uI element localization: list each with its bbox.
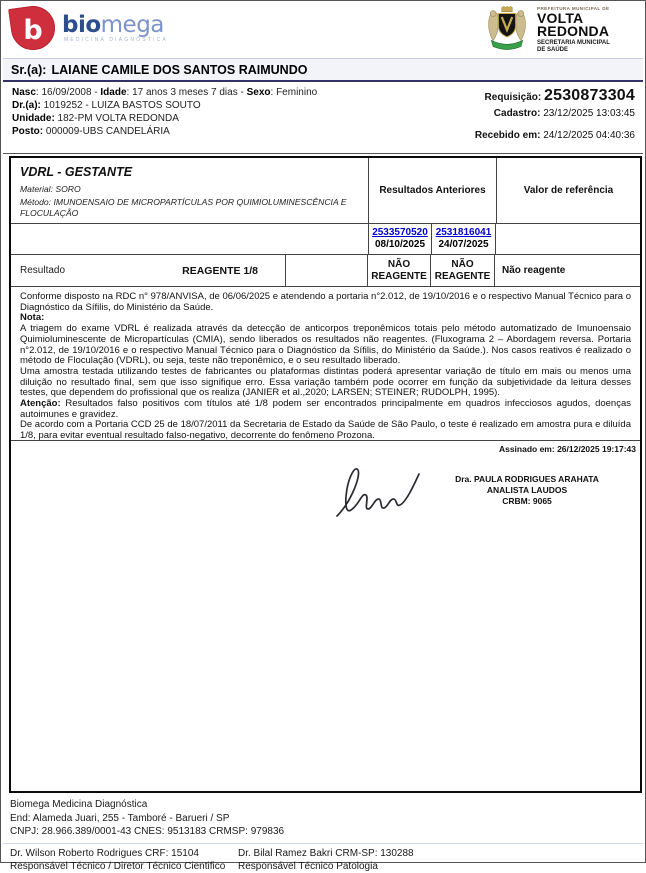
analyst-name: Dra. PAULA RODRIGUES ARAHATA [455,474,599,484]
brand-tagline: MEDICINA DIAGNÓSTICA [64,36,169,43]
report-footer [3,798,643,873]
result-label: Resultado [20,265,66,276]
previous-result-1 [368,224,431,254]
note-portaria: De acordo com a Portaria CCD 25 de 18/07/2011 da Secretaria de Estado da Saúde de São Paulo, o teste é realizado em amostra pura e diluída 1/8, para evitar eventual resultado falso-negativo, decorrente do fenômeno Prozona. [20,419,631,442]
note-label: Nota: [20,312,45,324]
exam-method: Método: IMUNOENSAIO DE MICROPARTÍCULAS POR QUIMIOLUMINESCÊNCIA E FLOCULAÇÃO [20,197,347,218]
signature-scribble-icon [329,462,421,524]
reference-value: Não reagente [494,255,640,286]
seal-line-saude: DE SAÚDE [537,47,569,54]
patient-name: LAIANE CAMILE DOS SANTOS RAIMUNDO [51,62,308,77]
seal-line-prefeitura: PREFEITURA MUNICIPAL DE [537,5,610,11]
result-row [11,255,640,287]
drop-letter: b [23,14,43,46]
results-panel [9,156,642,793]
previous-results-header: Resultados Anteriores [368,158,496,223]
previous-value-1: NÃO REAGENTE [367,255,430,286]
doctor-1-name: Dr. Wilson Roberto Rodrigues CRF: 15104 [10,847,199,859]
coat-of-arms-icon [481,5,533,55]
previous-links-row [11,224,640,255]
result-value: REAGENTE 1/8 [182,264,258,277]
doctor-1-role: Responsável Técnico / Diretor Técnico Cientifico [10,860,226,872]
exam-material: Material: SORO [20,184,81,194]
seal-text [537,7,610,54]
note-triagem: A triagem do exame VDRL é realizada através da detecção de anticorpos treponêmicos totais pelo método automatizado de Imunoensaio Quimioluminescente de Micropartículas (CMIA), sendo liberados os resultados não reagentes. (Fluxograma 2 – Abordagem reversa. Portaria n°2.012, de 19/10/2016 e o respectivo Manual Técnico para o Diagnóstico da Sífilis, do Ministério da Saúde.). Nos casos reativos é realizado o método de Floculação (VDRL), ou seja, teste não treponêmico, e o seu resultado liberado. [20,323,631,367]
signature-zone [11,454,640,544]
analyst-role: ANALISTA LAUDOS [486,485,568,495]
empty-unit-cell [285,255,367,286]
seal-line-volta: VOLTA [537,10,584,27]
patient-name-label: Sr.(a): [11,62,47,77]
patient-line-unit: Unidade: 182-PM VOLTA REDONDA [12,113,179,124]
analyst-registry: CRBM: 9065 [502,496,552,506]
notes-row [11,287,640,441]
empty-cell [495,224,640,254]
patient-info-section [3,84,643,154]
exam-header-cell [11,158,368,223]
previous-value-2: NÃO REAGENTE [430,255,494,286]
doctor-2-name: Dr. Bilal Ramez Bakri CRM-SP: 130288 [238,847,414,859]
patient-line-doctor: Dr.(a): 1019252 - LUIZA BASTOS SOUTO [12,100,201,111]
doctor-2 [238,847,414,873]
empty-cell [11,224,368,254]
seal-line-secretaria: SECRETARIA MUNICIPAL [537,40,610,47]
exam-title: VDRL - GESTANTE [20,165,133,179]
registration-datetime: Cadastro: 23/12/2025 13:03:45 [493,108,635,119]
patient-line-post: Posto: 000009-UBS CANDELÁRIA [12,126,170,137]
doctor-2-role: Responsável Técnico Patologia [238,860,378,872]
reference-value-header: Valor de referência [496,158,640,223]
signed-at: Assinado em: 26/12/2025 19:17:43 [498,444,636,454]
brand-text [62,11,169,43]
company-registry: CNPJ: 28.966.389/0001-43 CNES: 9513183 CRMSP: 979836 [10,826,285,837]
biomega-logo [11,6,168,50]
report-header [3,2,643,58]
patient-line-birth: Nasc: 16/09/2008 - Idade: 17 anos 3 meses 7 dias - Sexo: Feminino [12,87,318,98]
note-variacao: Uma amostra testada utilizando testes de fabricantes ou plataformas distintas poderá apresentar variação de título em mais ou menos uma diluição no resultado final, sem que isso signifique erro. Essa variação também pode ocorrer em função da subjetividade da leitura desses testes, que dependem do profissional que os realiza (JANIER et al.,2020; LARSEN; STEINER; RUDOLPH, 1995). [20,365,631,399]
brand-bio: bio [62,11,101,38]
previous-requisition-link-2[interactable]: 2531816041 [435,227,492,238]
patient-name-bar [3,58,643,82]
doctor-1 [10,847,238,873]
seal-line-redonda: REDONDA [537,23,610,40]
previous-result-2 [431,224,495,254]
note-atencao: Atenção: Resultados falso positivos com títulos até 1/8 podem ser encontrados principalmente em quadros infecciosos agudos, doenças autoimunes e gravidez. [20,398,631,420]
biomega-drop-icon [8,3,58,53]
previous-date-1: 08/10/2025 [374,239,426,250]
responsible-doctors [3,847,643,873]
exam-notes [11,287,640,440]
exam-header-row [11,158,640,224]
requisition-number: Requisição: 2530873304 [484,87,635,104]
received-datetime: Recebido em: 24/12/2025 04:40:36 [474,130,635,141]
company-name: Biomega Medicina Diagnóstica [10,799,148,810]
signing-analyst [432,474,622,507]
footer-divider [3,843,643,844]
volta-redonda-seal [481,4,639,56]
previous-requisition-link-1[interactable]: 2533570520 [372,227,428,238]
company-address: End: Alameda Juari, 255 - Tamboré - Barueri / SP [10,812,230,824]
brand-mega: mega [100,11,164,38]
previous-date-2: 24/07/2025 [438,239,489,250]
result-cell [11,255,285,286]
note-intro: Conforme disposto na RDC n° 978/ANVISA, de 06/06/2025 e atendendo a portaria n°2.012, de 19/10/2016 e o respectivo Manual Técnico para o Diagnóstico da Sífilis, do Ministério da Saúde. [20,291,631,313]
